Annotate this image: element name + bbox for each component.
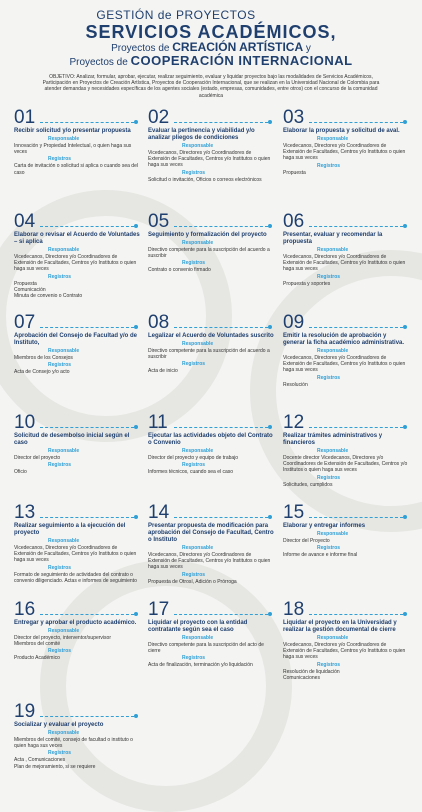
responsable-label: Responsable <box>317 531 349 537</box>
step-connector-line <box>40 716 134 717</box>
step-responsable: Vicedecanos, Directores y/o Coordinadores de Extensión de Facultades, Centros y/o Institutos o quien haga sus veces <box>283 254 406 273</box>
step-responsable: Vicedecanos, Directores y/o Coordinadores de Extensión de Facultades, Centros y/o Institutos o quien haga sus veces <box>283 355 406 374</box>
step-responsable: Innovación y Propiedad Intelectual, o quien haga sus veces <box>14 143 132 156</box>
step-registros: Propuesta Comunicación Minuta de convenio o Contrato <box>14 280 83 300</box>
step-title: Realizar seguimiento a la ejecución del proyecto <box>14 523 126 536</box>
step-03 <box>283 108 409 176</box>
step-18 <box>283 600 409 681</box>
step-connector-line <box>174 427 268 428</box>
step-11 <box>148 413 274 475</box>
registros-label: Registros <box>317 162 341 169</box>
step-06 <box>283 212 409 287</box>
step-title: Ejecutar las actividades objeto del Contrato o Convenio <box>148 433 273 446</box>
step-responsable: Vicedecanos, Directores y/o Coordinadores de Extensión de Facultades, Centros y/o Institutos o quien haga sus veces <box>283 143 406 162</box>
registros-label: Registros <box>182 361 206 368</box>
step-connector-line <box>40 327 134 328</box>
step-number: 13 <box>14 502 36 523</box>
registros-label: Registros <box>48 564 72 571</box>
step-responsable: Vicedecanos, Directores y/o Coordinadores de Extensión de Facultades, Centros y/o Institutos o quien haga sus veces <box>148 150 271 169</box>
step-connector-line <box>309 226 403 227</box>
step-responsable: Directivo competente para la suscripción del acto de cierre <box>148 642 264 655</box>
step-connector-dot <box>134 425 138 429</box>
step-title: Elaborar o revisar el Acuerdo de Voluntades – si aplica <box>14 232 140 245</box>
step-number: 15 <box>283 502 305 523</box>
step-15 <box>283 503 409 558</box>
step-connector-dot <box>403 425 407 429</box>
step-registros: Solicitud o invitación, Oficios o correos electrónicos <box>148 176 262 183</box>
registros-label: Registros <box>48 648 72 655</box>
step-registros: Acta de finalización, terminación y/o liquidación <box>148 662 253 669</box>
step-number: 06 <box>283 211 305 232</box>
step-registros: Acta , Comunicaciones Plan de mejoramiento, si se requiere <box>14 757 96 770</box>
step-responsable: Vicedecanos, Directores y/o Coordinadores de Extensión de Facultades, Centros y/o Institutos o quien haga sus veces <box>148 552 271 571</box>
step-title: Realizar trámites administrativos y financieros <box>283 433 383 446</box>
step-title: Liquidar el proyecto en la Universidad y realizar la gestión documental de cierre <box>283 620 397 633</box>
step-connector-line <box>309 427 403 428</box>
step-16 <box>14 600 140 662</box>
responsable-label: Responsable <box>182 448 214 454</box>
step-number: 04 <box>14 211 36 232</box>
step-connector-dot <box>268 120 272 124</box>
step-connector-dot <box>134 515 138 519</box>
watermark-circle-right <box>250 250 422 532</box>
step-title: Legalizar el Acuerdo de Voluntades suscrito <box>148 333 274 339</box>
step-connector-dot <box>134 224 138 228</box>
step-responsable: Vicedecanos, Directores y/o Coordinadores de Extensión de Facultades, Centros y/o Institutos o quien haga sus veces <box>283 642 406 661</box>
step-responsable: Director del proyecto <box>14 455 61 461</box>
step-number: 18 <box>283 599 305 620</box>
step-registros: Acta de Consejo y/o acto <box>14 369 70 376</box>
responsable-label: Responsable <box>317 247 349 253</box>
step-number: 02 <box>148 107 170 128</box>
step-number: 07 <box>14 312 36 333</box>
step-title: Liquidar el proyecto con la entidad contratante según sea el caso <box>148 620 248 633</box>
step-registros: Resolución de liquidación Comunicaciones <box>283 668 340 681</box>
step-registros: Acta de inicio <box>148 368 178 375</box>
step-title: Elaborar la propuesta y solicitud de aval. <box>283 128 400 134</box>
step-connector-line <box>174 517 268 518</box>
header-title: SERVICIOS ACADÉMICOS, <box>85 22 337 42</box>
registros-label: Registros <box>48 462 72 469</box>
responsable-label: Responsable <box>317 136 349 142</box>
step-responsable: Directivo competente para la suscripción del acuerdo a suscribir <box>148 348 270 361</box>
step-registros: Propuesta de Otrosí, Adición o Prórroga <box>148 578 237 585</box>
step-13 <box>14 503 140 584</box>
step-registros: Contrato o convenio firmado <box>148 267 211 274</box>
step-number: 03 <box>283 107 305 128</box>
step-number: 16 <box>14 599 36 620</box>
responsable-label: Responsable <box>182 240 214 246</box>
responsable-label: Responsable <box>317 448 349 454</box>
responsable-label: Responsable <box>182 341 214 347</box>
registros-label: Registros <box>182 655 206 662</box>
step-title: Evaluar la pertinencia y viabilidad y/o analizar pliegos de condiciones <box>148 128 255 141</box>
step-title: Elaborar y entregar informes <box>283 523 366 529</box>
step-connector-line <box>40 517 134 518</box>
responsable-label: Responsable <box>48 247 80 253</box>
step-title: Recibir solicitud y/o presentar propuesta <box>14 128 131 134</box>
step-title: Solicitud de desembolso inicial según el caso <box>14 433 130 446</box>
step-responsable: Director del proyecto, interventor/supervisor Miembros del comité <box>14 635 111 648</box>
step-number: 01 <box>14 107 36 128</box>
step-connector-line <box>174 122 268 123</box>
step-title: Emitir la resolución de aprobación y generar la ficha académico administrativa. <box>283 333 405 346</box>
step-08 <box>148 313 274 375</box>
step-17 <box>148 600 274 669</box>
step-connector-line <box>309 614 403 615</box>
registros-label: Registros <box>48 273 72 280</box>
step-01 <box>14 108 140 176</box>
responsable-label: Responsable <box>48 538 80 544</box>
step-14 <box>148 503 274 585</box>
step-connector-dot <box>403 612 407 616</box>
objective-text: OBJETIVO: Analizar, formular, aprobar, ejecutar, realizar seguimiento, evaluar y liquidar proyectos bajo las modalidades de Servicios Académicos, Participación en Proyectos de Creación Artística, Proyectos de Cooperación Internacional, que se realizan en la Universidad Nacional de Colombia para atender demandas y necesidades específicas de los agentes sociales (estado, empresas, comunidades, entre otros) con el concurso de la comunidad académica <box>42 74 380 99</box>
step-responsable: Docente director Vicedecanos, Directores y/o Coordinadores de Extensión de Facultades, Centros y/o Institutos o quien haga sus veces <box>283 455 408 474</box>
step-connector-dot <box>268 224 272 228</box>
step-connector-dot <box>268 612 272 616</box>
step-connector-line <box>309 327 403 328</box>
step-number: 08 <box>148 312 170 333</box>
step-02 <box>148 108 274 183</box>
step-connector-line <box>174 327 268 328</box>
step-connector-dot <box>268 325 272 329</box>
step-number: 14 <box>148 502 170 523</box>
step-number: 05 <box>148 211 170 232</box>
step-title: Aprobación del Consejo de Facultad y/o de Instituto, <box>14 333 138 346</box>
step-responsable: Vicedecanos, Directores y/o Coordinadores de Extensión de Facultades, Centros y/o Institutos o quien haga sus veces <box>14 545 137 564</box>
step-07 <box>14 313 140 375</box>
step-registros: Propuesta <box>283 169 306 176</box>
step-connector-line <box>174 614 268 615</box>
step-connector-dot <box>134 714 138 718</box>
step-registros: Propuesta y soportes <box>283 280 331 287</box>
step-title: Presentar, evaluar y recomendar la propuesta <box>283 232 383 245</box>
step-connector-dot <box>403 120 407 124</box>
watermark-circle-bottom <box>40 560 292 812</box>
step-10 <box>14 413 140 475</box>
registros-label: Registros <box>48 750 72 757</box>
step-12 <box>283 413 409 488</box>
responsable-label: Responsable <box>182 545 214 551</box>
registros-label: Registros <box>182 260 206 267</box>
step-connector-line <box>40 427 134 428</box>
step-number: 11 <box>148 412 168 433</box>
step-connector-dot <box>268 515 272 519</box>
registros-label: Registros <box>317 374 341 381</box>
header-line3: Proyectos de CREACIÓN ARTÍSTICA y <box>111 40 311 54</box>
responsable-label: Responsable <box>48 136 80 142</box>
step-connector-line <box>40 614 134 615</box>
step-09 <box>283 313 409 388</box>
step-19 <box>14 702 140 770</box>
step-registros: Formato de seguimiento de actividades del contrato o convenio diligenciado. Actas e informes de seguimiento <box>14 571 137 584</box>
registros-label: Registros <box>182 571 206 578</box>
step-registros: Solicitudes, cumplidos <box>283 481 333 488</box>
step-connector-dot <box>134 325 138 329</box>
responsable-label: Responsable <box>317 635 349 641</box>
step-title: Seguimiento y formalización del proyecto <box>148 232 267 238</box>
registros-label: Registros <box>317 545 341 552</box>
step-number: 17 <box>148 599 170 620</box>
step-connector-dot <box>268 425 272 429</box>
step-registros: Resolución <box>283 381 308 388</box>
step-responsable: Directivo competente para la suscripción del acuerdo a suscribir <box>148 247 270 260</box>
responsable-label: Responsable <box>48 628 80 634</box>
step-connector-line <box>40 122 134 123</box>
step-connector-dot <box>134 612 138 616</box>
responsable-label: Responsable <box>48 730 80 736</box>
step-responsable: Miembros del comité, consejo de facultad o instituto o quien haga sus veces <box>14 737 133 750</box>
step-responsable: Vicedecanos, Directores y/o Coordinadores de Extensión de Facultades, Centros y/o Institutos o quien haga sus veces <box>14 254 137 273</box>
step-05 <box>148 212 274 274</box>
header-line1: GESTIÓN de PROYECTOS <box>96 8 256 22</box>
responsable-label: Responsable <box>48 348 80 354</box>
registros-label: Registros <box>48 156 72 163</box>
step-responsable: Miembros de los Consejos <box>14 355 73 361</box>
step-connector-dot <box>403 515 407 519</box>
registros-label: Registros <box>48 362 72 369</box>
step-connector-line <box>309 122 403 123</box>
step-connector-line <box>174 226 268 227</box>
step-number: 09 <box>283 312 305 333</box>
step-connector-dot <box>403 325 407 329</box>
step-title: Entregar y aprobar el producto académico. <box>14 620 137 626</box>
header-line4: Proyectos de COOPERACIÓN INTERNACIONAL <box>69 53 353 68</box>
step-responsable: Director del Proyecto <box>283 538 330 544</box>
step-connector-dot <box>134 120 138 124</box>
step-connector-line <box>309 517 403 518</box>
header <box>0 8 422 69</box>
step-title: Socializar y evaluar el proyecto <box>14 722 104 728</box>
step-registros: Oficio <box>14 469 27 476</box>
responsable-label: Responsable <box>182 143 214 149</box>
step-responsable: Director del proyecto y equipo de trabajo <box>148 455 239 461</box>
responsable-label: Responsable <box>182 635 214 641</box>
step-registros: Informe de avance e informe final <box>283 552 358 559</box>
step-registros: Carta de invitación o solicitud si aplica o cuando sea del caso <box>14 163 138 176</box>
step-connector-dot <box>403 224 407 228</box>
registros-label: Registros <box>317 474 341 481</box>
step-number: 19 <box>14 701 36 722</box>
registros-label: Registros <box>182 462 206 469</box>
step-number: 10 <box>14 412 36 433</box>
step-title: Presentar propuesta de modificación para aprobación del Consejo de Facultad, Centro o Instituto <box>148 523 274 543</box>
step-registros: Producto Académico <box>14 655 60 662</box>
registros-label: Registros <box>182 169 206 176</box>
responsable-label: Responsable <box>317 348 349 354</box>
registros-label: Registros <box>317 661 341 668</box>
step-registros: Informes técnicos, cuando sea el caso <box>148 469 234 476</box>
step-04 <box>14 212 140 299</box>
responsable-label: Responsable <box>48 448 80 454</box>
step-number: 12 <box>283 412 305 433</box>
registros-label: Registros <box>317 273 341 280</box>
step-connector-line <box>40 226 134 227</box>
